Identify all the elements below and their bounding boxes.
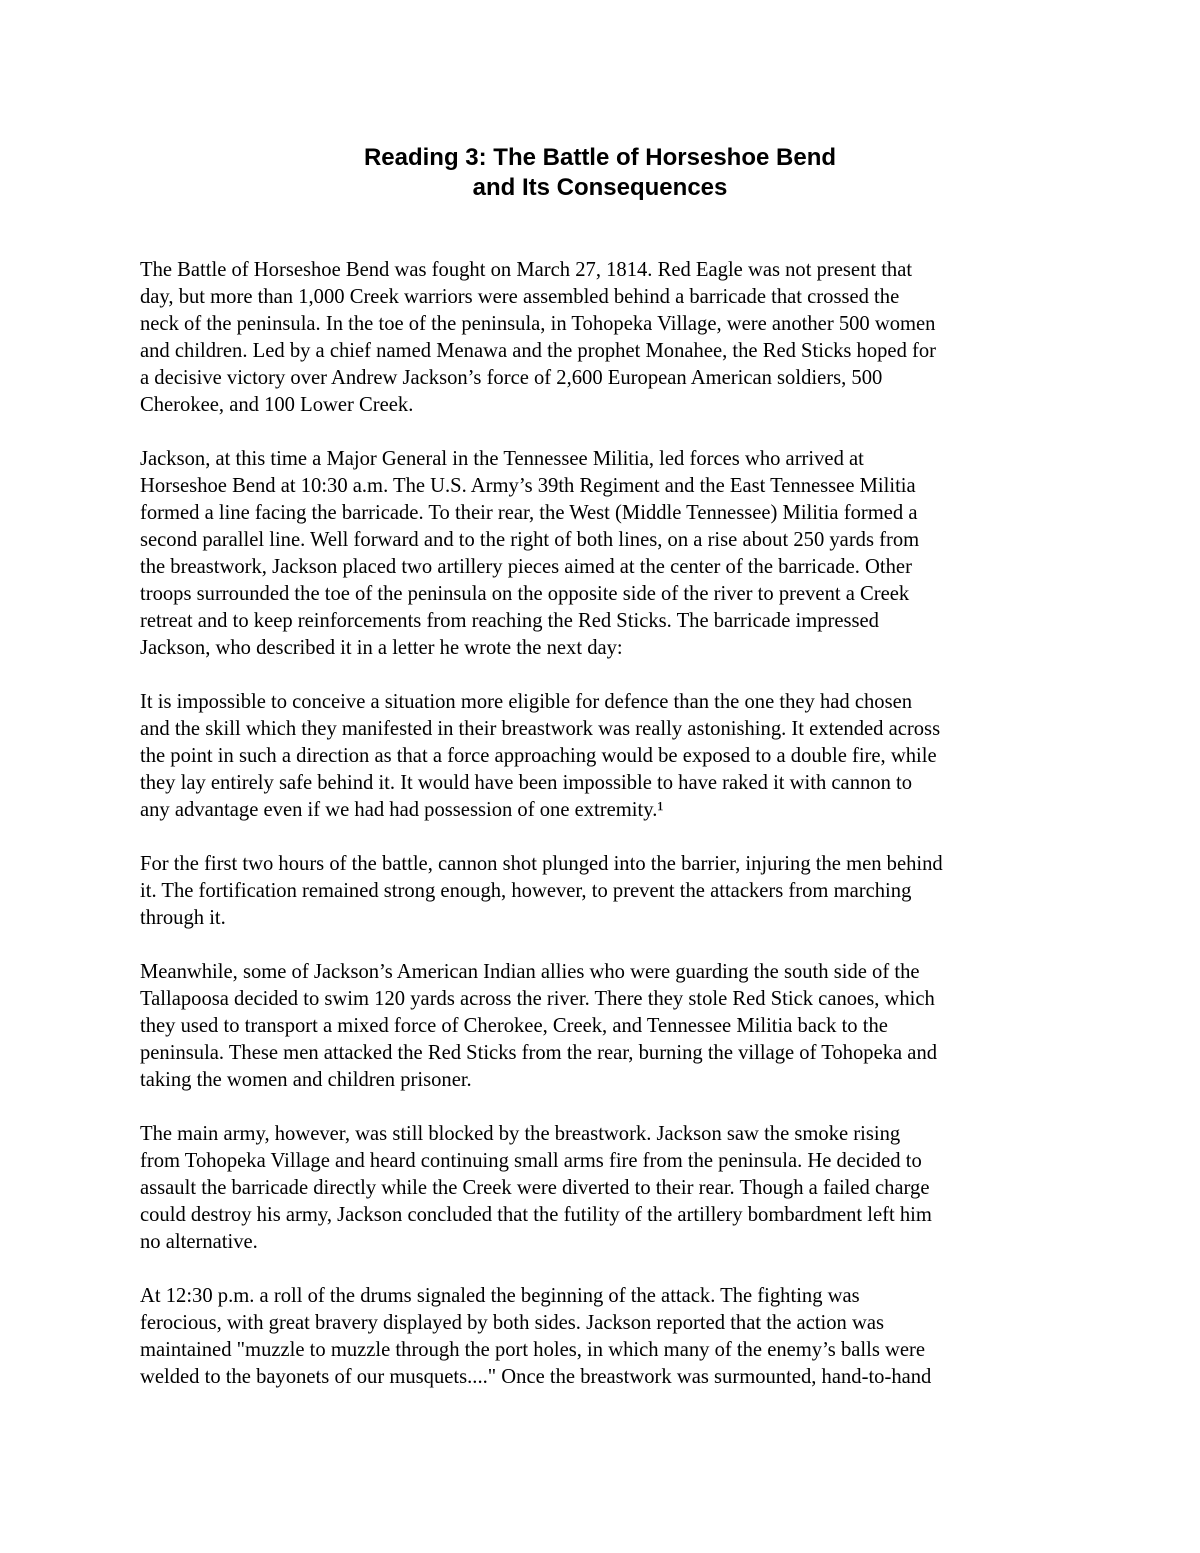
text-line: a decisive victory over Andrew Jackson’s force of 2,600 European American soldiers, 500 (140, 367, 883, 389)
title-line-2: and Its Consequences (472, 174, 728, 201)
paragraph-battle-overview (140, 257, 1070, 419)
paragraph-main-army (140, 1121, 1070, 1256)
text-line: It is impossible to conceive a situation more eligible for defence than the one they had chosen (140, 691, 913, 713)
text-line: For the first two hours of the battle, cannon shot plunged into the barrier, injuring the men behind (140, 853, 943, 875)
text-line: welded to the bayonets of our musquets...." Once the breastwork was surmounted, hand-to-hand (140, 1366, 932, 1388)
text-line: Horseshoe Bend at 10:30 a.m. The U.S. Army’s 39th Regiment and the East Tennessee Militia (140, 475, 916, 497)
text-line: the breastwork, Jackson placed two artillery pieces aimed at the center of the barricade. Other (140, 556, 912, 578)
text-line: through it. (140, 907, 226, 929)
text-line: could destroy his army, Jackson concluded that the futility of the artillery bombardment left him (140, 1204, 932, 1226)
text-line: maintained "muzzle to muzzle through the port holes, in which many of the enemy’s balls were (140, 1339, 926, 1361)
text-line: Jackson, at this time a Major General in the Tennessee Militia, led forces who arrived at (140, 448, 864, 470)
text-line: it. The fortification remained strong enough, however, to prevent the attackers from marching (140, 880, 912, 902)
paragraph-attack (140, 1283, 1070, 1391)
text-line: Meanwhile, some of Jackson’s American Indian allies who were guarding the south side of the (140, 961, 920, 983)
page-title (0, 143, 1200, 203)
text-line: they used to transport a mixed force of Cherokee, Creek, and Tennessee Militia back to the (140, 1015, 888, 1037)
text-line: taking the women and children prisoner. (140, 1069, 472, 1091)
text-line: the point in such a direction as that a force approaching would be exposed to a double fire, while (140, 745, 937, 767)
text-line: Cherokee, and 100 Lower Creek. (140, 394, 414, 416)
text-line: retreat and to keep reinforcements from reaching the Red Sticks. The barricade impressed (140, 610, 879, 632)
text-line: ferocious, with great bravery displayed by both sides. Jackson reported that the action was (140, 1312, 885, 1334)
text-line: Tallapoosa decided to swim 120 yards across the river. There they stole Red Stick canoes, which (140, 988, 935, 1010)
text-line: assault the barricade directly while the Creek were diverted to their rear. Though a failed charge (140, 1177, 930, 1199)
text-line: they lay entirely safe behind it. It would have been impossible to have raked it with cannon to (140, 772, 913, 794)
text-line: peninsula. These men attacked the Red Sticks from the rear, burning the village of Tohopeka and (140, 1042, 938, 1064)
paragraph-jackson-quote (140, 689, 1070, 824)
text-line: second parallel line. Well forward and to the right of both lines, on a rise about 250 yards from (140, 529, 920, 551)
text-line: from Tohopeka Village and heard continuing small arms fire from the peninsula. He decided to (140, 1150, 922, 1172)
text-line: At 12:30 p.m. a roll of the drums signaled the beginning of the attack. The fighting was (140, 1285, 860, 1307)
title-line-1: Reading 3: The Battle of Horseshoe Bend (363, 144, 837, 171)
text-line: The main army, however, was still blocked by the breastwork. Jackson saw the smoke rising (140, 1123, 901, 1145)
text-line: no alternative. (140, 1231, 258, 1253)
text-line: day, but more than 1,000 Creek warriors were assembled behind a barricade that crossed the (140, 286, 900, 308)
text-line: any advantage even if we had had possession of one extremity.¹ (140, 799, 664, 821)
text-line: neck of the peninsula. In the toe of the peninsula, in Tohopeka Village, were another 500 women (140, 313, 936, 335)
paragraph-cannon-fire (140, 851, 1070, 932)
text-line: and children. Led by a chief named Menawa and the prophet Monahee, the Red Sticks hoped for (140, 340, 937, 362)
article-body (140, 257, 1070, 1418)
paragraph-jackson-deployment (140, 446, 1070, 662)
text-line: troops surrounded the toe of the peninsula on the opposite side of the river to prevent a Creek (140, 583, 910, 605)
text-line: Jackson, who described it in a letter he wrote the next day: (140, 637, 623, 659)
paragraph-river-crossing (140, 959, 1070, 1094)
text-line: The Battle of Horseshoe Bend was fought on March 27, 1814. Red Eagle was not present that (140, 259, 913, 281)
text-line: and the skill which they manifested in their breastwork was really astonishing. It extended across (140, 718, 941, 740)
text-line: formed a line facing the barricade. To their rear, the West (Middle Tennessee) Militia formed a (140, 502, 918, 524)
